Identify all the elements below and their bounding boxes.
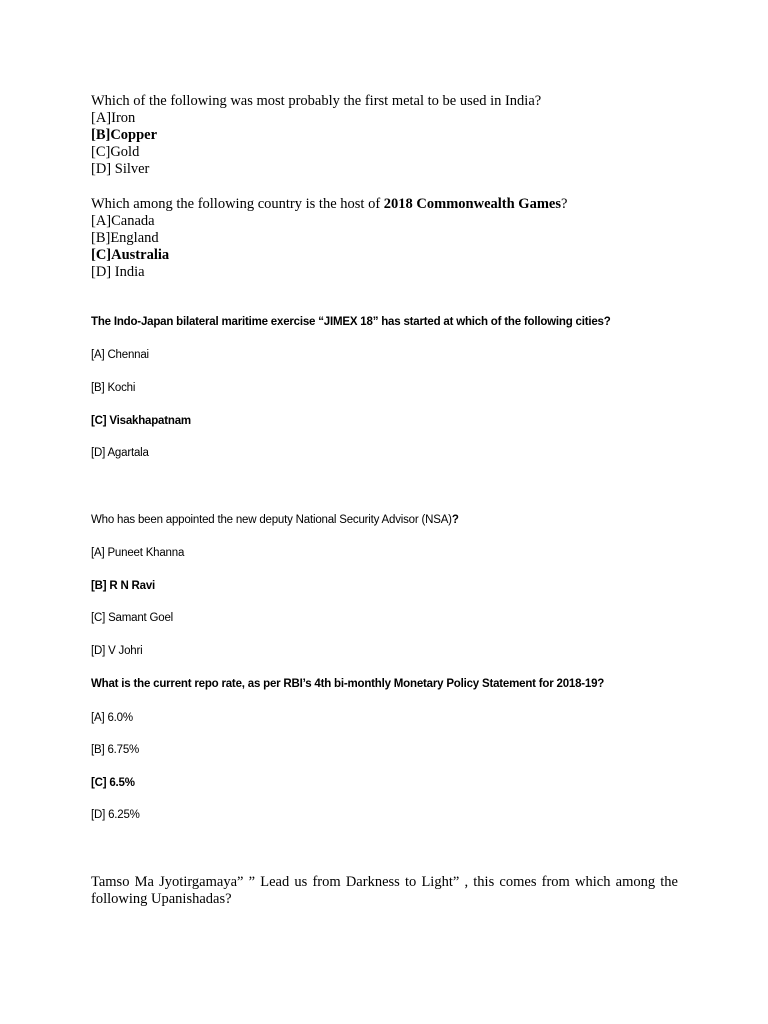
q5-option-a: [A] 6.0%	[91, 712, 133, 724]
q5-question: What is the current repo rate, as per RBI’s 4th bi-monthly Monetary Policy Statement for 2018-19?	[91, 678, 605, 690]
q1-question: Which of the following was most probably the first metal to be used in India?	[91, 93, 542, 109]
q2-option-c: [C]Australia	[91, 247, 170, 263]
q1-option-d: [D] Silver	[91, 161, 150, 177]
q5-option-b: [B] 6.75%	[91, 744, 140, 756]
q2-question-pre: Which among the following country is the host of	[91, 196, 384, 212]
q2-option-d: [D] India	[91, 264, 145, 280]
q4-option-d: [D] V Johri	[91, 645, 143, 657]
q4-option-b: [B] R N Ravi	[91, 580, 156, 592]
q2-option-b: [B]England	[91, 230, 159, 246]
q3-option-d: [D] Agartala	[91, 447, 149, 459]
q4-option-a: [A] Puneet Khanna	[91, 547, 185, 559]
q5-option-d: [D] 6.25%	[91, 809, 140, 821]
q6-question: Tamso Ma Jyotirgamaya” ” Lead us from Darkness to Light” , this comes from which among the following Upanishadas?	[91, 874, 678, 907]
q4-question	[91, 513, 459, 527]
q2-option-a: [A]Canada	[91, 213, 155, 229]
q3-question: The Indo-Japan bilateral maritime exercise “JIMEX 18” has started at which of the following cities?	[91, 316, 611, 328]
q1-option-a: [A]Iron	[91, 110, 136, 126]
q1-option-c: [C]Gold	[91, 144, 140, 160]
q5-option-c: [C] 6.5%	[91, 777, 135, 789]
q4-option-c: [C] Samant Goel	[91, 612, 174, 624]
q4-question-pre: Who has been appointed the new deputy National Security Advisor (NSA)	[91, 514, 452, 526]
q2-question	[91, 196, 567, 213]
q2-question-post: ?	[561, 196, 568, 212]
q3-option-c: [C] Visakhapatnam	[91, 415, 191, 427]
q2-question-bold: 2018 Commonwealth Games	[383, 196, 561, 212]
q4-question-bold: ?	[451, 514, 459, 526]
q3-option-b: [B] Kochi	[91, 382, 136, 394]
q1-option-b: [B]Copper	[91, 127, 158, 143]
q3-option-a: [A] Chennai	[91, 349, 149, 361]
